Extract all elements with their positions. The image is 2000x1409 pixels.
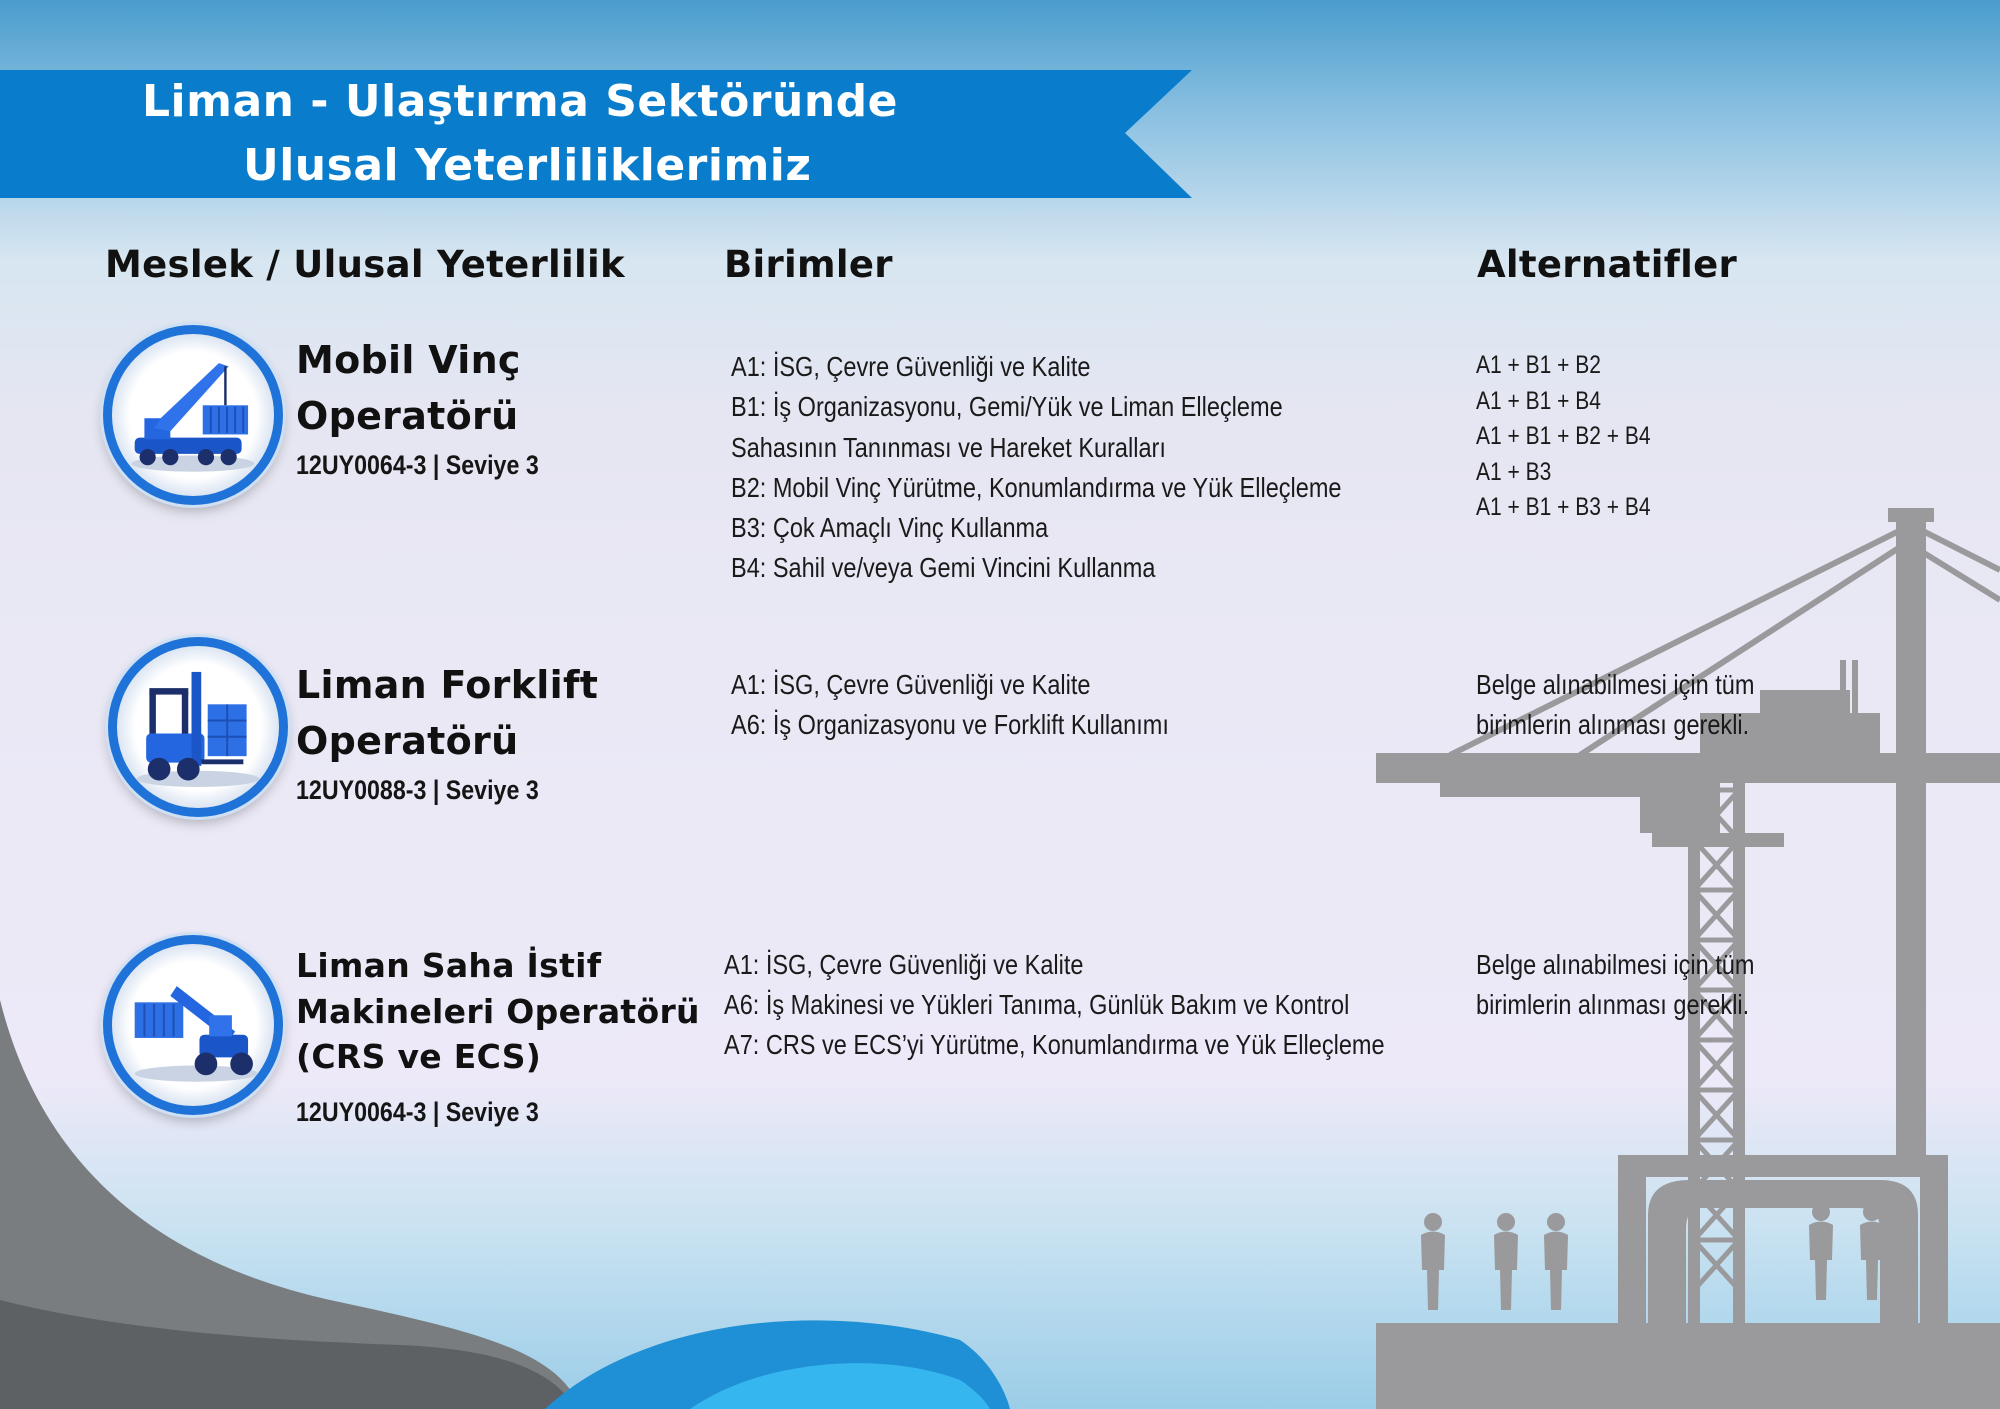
title-line-2: Ulusal Yeterliliklerimiz bbox=[243, 140, 812, 191]
occupation-title-line: Operatörü bbox=[296, 719, 519, 763]
qualification-code: 12UY0064-3 | Seviye 3 bbox=[296, 450, 539, 480]
unit-item: B3: Çok Amaçlı Vinç Kullanma bbox=[731, 512, 1049, 544]
alternative-item: birimlerin alınması gerekli. bbox=[1476, 989, 1750, 1020]
alternative-item: Belge alınabilmesi için tüm bbox=[1476, 669, 1755, 700]
header-alternatives: Alternatifler bbox=[1477, 243, 1738, 286]
occupation-title-mobile-crane bbox=[296, 332, 521, 444]
occupation-title-line: Liman Saha İstif bbox=[296, 946, 602, 985]
alternatives-note-reach-stacker bbox=[1476, 945, 1754, 1025]
alternative-item: birimlerin alınması gerekli. bbox=[1476, 709, 1750, 740]
forklift-icon bbox=[108, 637, 288, 817]
crane-lattice bbox=[1694, 790, 1739, 1290]
unit-item: A1: İSG, Çevre Güvenliği ve Kalite bbox=[731, 669, 1091, 700]
mobile-crane-icon bbox=[103, 325, 283, 505]
unit-item: A1: İSG, Çevre Güvenliği ve Kalite bbox=[724, 949, 1084, 980]
occupation-title-forklift bbox=[296, 657, 598, 769]
unit-list-forklift bbox=[731, 665, 1169, 746]
occupation-title-line: (CRS ve ECS) bbox=[296, 1037, 542, 1076]
title-line-1: Liman - Ulaştırma Sektöründe bbox=[142, 76, 898, 127]
header-units: Birimler bbox=[724, 243, 893, 286]
occupation-title-line: Liman Forklift bbox=[296, 663, 599, 707]
occupation-title-line: Mobil Vinç bbox=[296, 338, 521, 382]
unit-item: B4: Sahil ve/veya Gemi Vincini Kullanma bbox=[731, 552, 1156, 584]
alternative-item: Belge alınabilmesi için tüm bbox=[1476, 949, 1755, 980]
unit-list-reach-stacker bbox=[724, 945, 1385, 1065]
unit-list-mobile-crane bbox=[731, 347, 1342, 589]
reach-stacker-icon bbox=[103, 935, 283, 1115]
alternative-item: A1 + B1 + B4 bbox=[1476, 386, 1601, 415]
alternatives-list-mobile-crane bbox=[1476, 348, 1651, 526]
unit-item: A6: İş Makinesi ve Yükleri Tanıma, Günlük Bakım ve Kontrol bbox=[724, 989, 1350, 1020]
unit-item: B1: İş Organizasyonu, Gemi/Yük ve Liman Elleçleme bbox=[731, 391, 1283, 423]
occupation-title-line: Makineleri Operatörü bbox=[296, 991, 700, 1031]
occupation-title-reach-stacker bbox=[296, 943, 700, 1080]
alternative-item: A1 + B1 + B2 bbox=[1476, 351, 1601, 379]
header-occupation: Meslek / Ulusal Yeterlilik bbox=[105, 243, 625, 286]
occupation-title-line: Operatörü bbox=[296, 394, 519, 438]
unit-item: Sahasının Tanınması ve Hareket Kuralları bbox=[731, 431, 1166, 463]
qualification-code: 12UY0088-3 | Seviye 3 bbox=[296, 775, 539, 805]
alternatives-note-forklift bbox=[1476, 665, 1754, 745]
qualification-code: 12UY0064-3 | Seviye 3 bbox=[296, 1097, 539, 1127]
alternative-item: A1 + B1 + B2 + B4 bbox=[1476, 422, 1651, 450]
unit-item: A6: İş Organizasyonu ve Forklift Kullanımı bbox=[731, 709, 1169, 741]
alternative-item: A1 + B3 bbox=[1476, 457, 1552, 486]
page-title bbox=[0, 70, 1190, 198]
unit-item: B2: Mobil Vinç Yürütme, Konumlandırma ve Yük Elleçleme bbox=[731, 471, 1342, 503]
alternative-item: A1 + B1 + B3 + B4 bbox=[1476, 493, 1651, 521]
unit-item: A1: İSG, Çevre Güvenliği ve Kalite bbox=[731, 351, 1091, 382]
unit-item: A7: CRS ve ECS’yi Yürütme, Konumlandırma ve Yük Elleçleme bbox=[724, 1029, 1385, 1060]
